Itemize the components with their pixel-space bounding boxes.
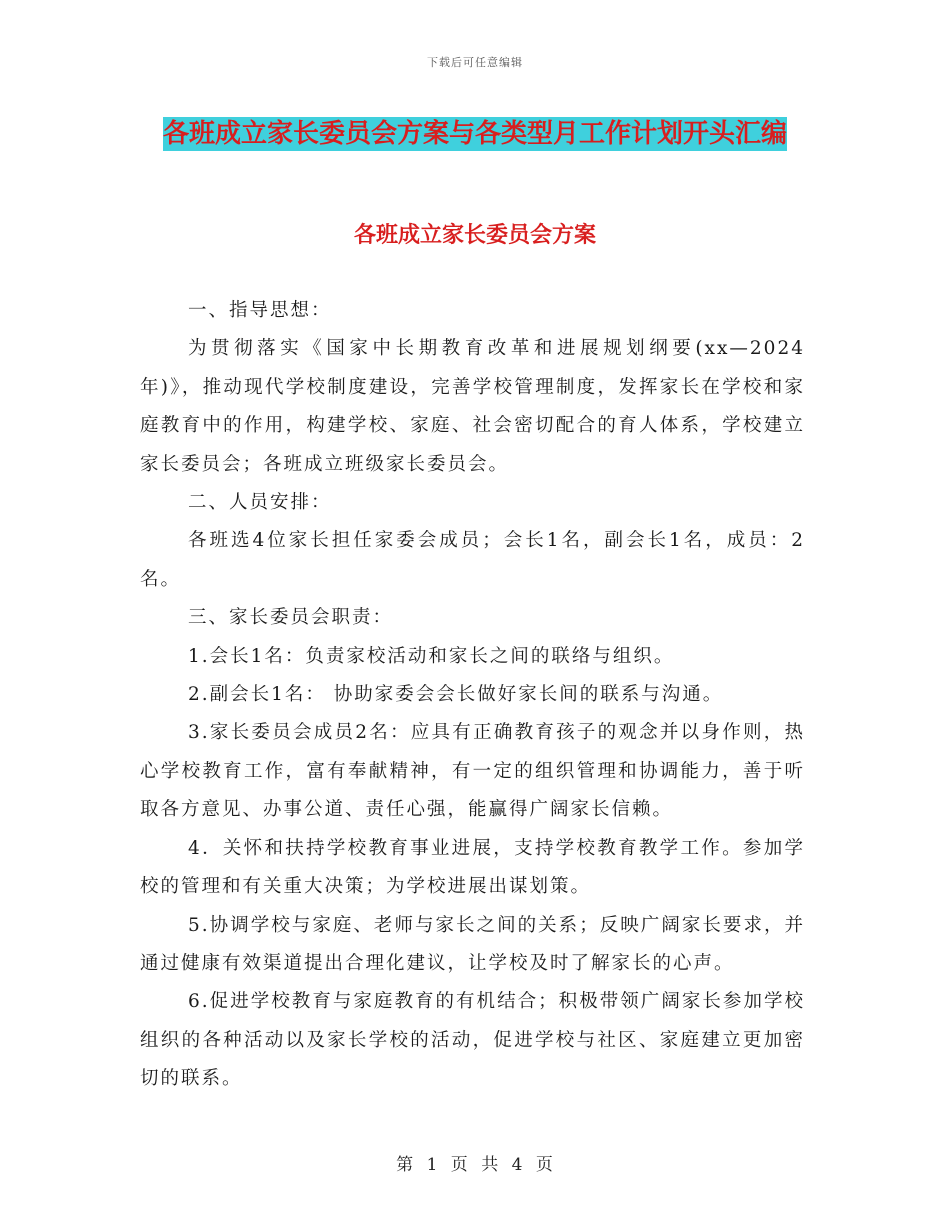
paragraph-heading-3: 三、家长委员会职责： xyxy=(188,607,394,629)
list-item: 2.副会长1名： 协助家委会会长做好家长间的联系与沟通。 xyxy=(188,684,724,706)
section-title: 各班成立家长委员会方案 xyxy=(353,223,596,248)
paragraph-heading-2: 二、人员安排： xyxy=(188,492,332,514)
list-item: 6.促进学校教育与家庭教育的有机结合；积极带领广阔家长参加学校组织的各种活动以及家长学校的活动，促进学校与社区、家庭建立更加密切的联系。 xyxy=(140,991,805,1090)
page-header: 下载后可任意编辑 xyxy=(427,56,523,69)
page-footer: 第 1 页 共 4 页 xyxy=(396,1155,554,1175)
paragraph-heading-1: 一、指导思想： xyxy=(188,300,332,321)
document-body xyxy=(140,292,805,1099)
list-item: 1.会长1名：负责家校活动和家长之间的联络与组织。 xyxy=(188,645,675,667)
list-item: 4．关怀和扶持学校教育事业进展，支持学校教育教学工作。参加学校的管理和有关重大决策；为学校进展出谋划策。 xyxy=(140,837,805,898)
list-item: 3.家长委员会成员2名：应具有正确教育孩子的观念并以身作则，热心学校教育工作，富有奉献精神，有一定的组织管理和协调能力，善于听取各方意见、办事公道、责任心强，能赢得广阔家长信赖。 xyxy=(140,722,805,821)
document-title-highlight: 各班成立家长委员会方案与各类型月工作计划开头汇编 xyxy=(162,119,787,149)
paragraph: 为贯彻落实《国家中长期教育改革和进展规划纲要(xx—2024年)》，推动现代学校制度建设，完善学校管理制度，发挥家长在学校和家庭教育中的作用，构建学校、家庭、社会密切配合的育人体系，学校建立家长委员会；各班成立班级家长委员会。 xyxy=(140,338,805,475)
list-item: 5.协调学校与家庭、老师与家长之间的关系；反映广阔家长要求，并通过健康有效渠道提出合理化建议，让学校及时了解家长的心声。 xyxy=(140,914,805,974)
paragraph: 各班选4位家长担任家委会成员；会长1名，副会长1名，成员：2名。 xyxy=(140,530,805,590)
document-title xyxy=(140,108,810,160)
